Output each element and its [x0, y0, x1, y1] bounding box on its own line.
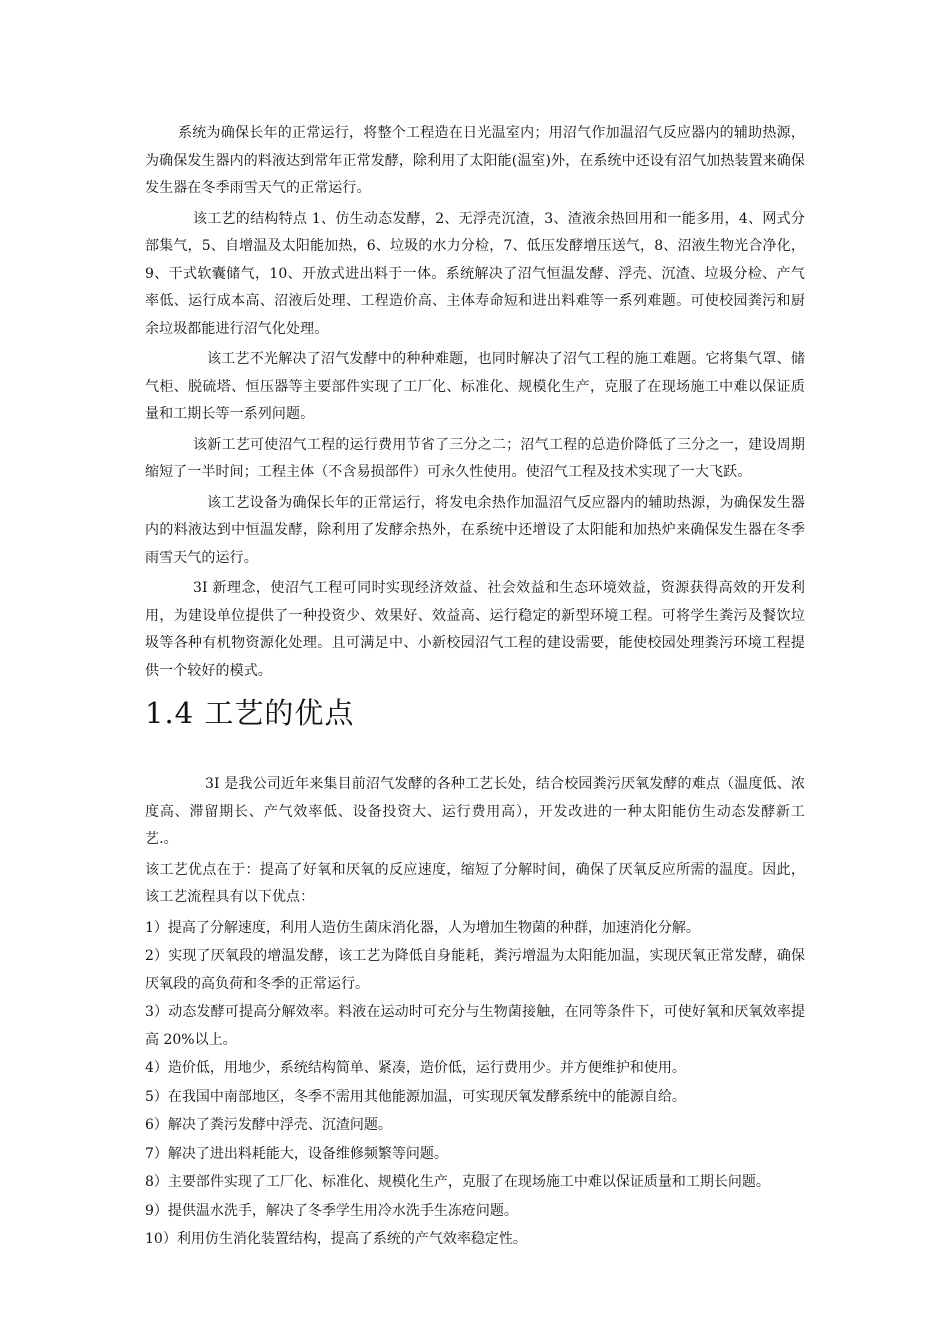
advantages-list: [145, 915, 805, 1254]
list-item: 9）提供温水洗手，解决了冬季学生用冷水洗手生冻疮问题。: [145, 1202, 518, 1219]
paragraph-advantages-lead: 该工艺优点在于：提高了好氧和厌氧的反应速度，缩短了分解时间，确保了厌氧反应所需的温度。因此，该工艺流程具有以下优点：: [145, 861, 805, 905]
list-item: 5）在我国中南部地区，冬季不需用其他能源加温，可实现厌氧发酵系统中的能源自给。: [145, 1088, 686, 1105]
list-item: 7）解决了进出料耗能大，设备维修频繁等问题。: [145, 1145, 448, 1162]
paragraph-structure-features: 该工艺的结构特点 1、仿生动态发酵，2、无浮壳沉渣，3、渣液余热回用和一能多用，4、网式分部集气，5、自增温及太阳能加热，6、垃圾的水力分检，7、低压发酵增压送气，8、沼液生物光合净化，9、干式软囊储气，10、开放式进出料于一体。系统解决了沼气恒温发酵、浮壳、沉渣、垃圾分检、产气率低、运行成本高、沼液后处理、工程造价高、主体寿命短和进出料难等一系列难题。可使校园粪污和厨余垃圾都能进行沼气化处理。: [145, 210, 805, 337]
section-heading-advantages: 1.4 工艺的优点: [145, 696, 355, 730]
paragraph-cost-savings: 该新工艺可使沼气工程的运行费用节省了三分之二；沼气工程的总造价降低了三分之一，建设周期缩短了一半时间；工程主体（不含易损部件）可永久性使用。使沼气工程及技术实现了一大飞跃。: [145, 436, 805, 480]
list-item: 10）利用仿生消化装置结构，提高了系统的产气效率稳定性。: [145, 1231, 527, 1247]
list-item: 6）解决了粪污发酵中浮壳、沉渣问题。: [145, 1117, 392, 1133]
list-item: 1）提高了分解速度，利用人造仿生菌床消化器，人为增加生物菌的种群，加速消化分解。: [145, 919, 700, 936]
list-item: 2）实现了厌氧段的增温发酵，该工艺为降低自身能耗，粪污增温为太阳能加温，实现厌氧正常发酵，确保厌氧段的高负荷和冬季的正常运行。: [145, 948, 805, 992]
paragraph-construction-problems: 该工艺不光解决了沼气发酵中的种种难题，也同时解决了沼气工程的施工难题。它将集气罩、储气柜、脱硫塔、恒压器等主要部件实现了工厂化、标准化、规模化生产，克服了在现场施工中难以保证质量和工期长等一系列问题。: [145, 351, 805, 422]
list-item: 8）主要部件实现了工厂化、标准化、规模化生产，克服了在现场施工中难以保证质量和工期长问题。: [145, 1174, 770, 1190]
list-item: 4）造价低，用地少，系统结构简单、紧凑，造价低，运行费用少。并方便维护和使用。: [145, 1060, 686, 1076]
paragraph-new-concept: 3I 新理念，使沼气工程可同时实现经济效益、社会效益和生态环境效益，资源获得高效的开发利用，为建设单位提供了一种投资少、效果好、效益高、运行稳定的新型环境工程。可将学生粪污及餐饮垃圾等各种有机物资源化处理。且可满足中、小新校园沼气工程的建设需要，能使校园处理粪污环境工程提供一个较好的模式。: [145, 580, 805, 679]
paragraph-equipment-heating: 该工艺设备为确保长年的正常运行，将发电余热作加温沼气反应器内的辅助热源，为确保发生器内的料液达到中恒温发酵，除利用了发酵余热外，在系统中还增设了太阳能和加热炉来确保发生器在冬季雨雪天气的运行。: [145, 494, 805, 566]
paragraph-advantages-intro: 3I 是我公司近年来集目前沼气发酵的各种工艺长处，结合校园粪污厌氧发酵的难点（温度低、浓度高、滞留期长、产气效率低、设备投资大、运行费用高），开发改进的一种太阳能仿生动态发酵新工艺.。: [145, 776, 805, 847]
list-item: 3）动态发酵可提高分解效率。料液在运动时可充分与生物菌接触，在同等条件下，可使好氧和厌氧效率提高 20%以上。: [145, 1004, 805, 1048]
document-page: [145, 120, 805, 1255]
paragraph-system-operation: 系统为确保长年的正常运行，将整个工程造在日光温室内；用沼气作加温沼气反应器内的辅助热源，为确保发生器内的料液达到常年正常发酵，除利用了太阳能(温室)外，在系统中还设有沼气加热装置来确保发生器在冬季雨雪天气的正常运行。: [145, 125, 805, 196]
